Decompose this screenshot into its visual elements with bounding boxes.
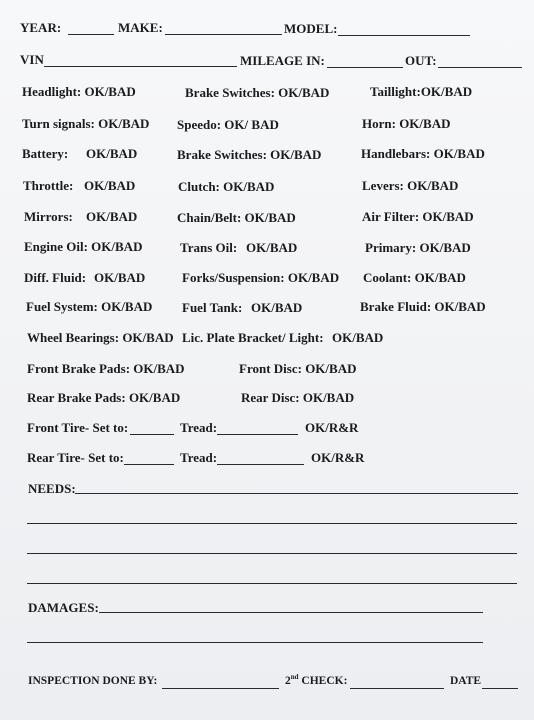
damages-label: DAMAGES: [28, 600, 99, 615]
vin-field[interactable] [44, 66, 237, 67]
mirrors-label: Mirrors: [24, 209, 73, 224]
front-tire-result: OK/R&R [305, 420, 359, 435]
lic-plate-status: OK/BAD [332, 330, 384, 345]
model-label: MODEL: [284, 21, 338, 36]
front-tread-label: Tread: [180, 420, 218, 435]
horn-item: Horn: OK/BAD [362, 116, 451, 131]
brake-fluid-item: Brake Fluid: OK/BAD [360, 299, 486, 314]
battery-label: Battery: [22, 146, 69, 161]
needs-line-1[interactable] [75, 493, 518, 494]
engine-oil-item: Engine Oil: OK/BAD [24, 239, 143, 254]
front-tire-pressure-field[interactable] [130, 434, 174, 435]
rear-tire-pressure-field[interactable] [124, 464, 174, 465]
rear-tire-result: OK/R&R [311, 450, 365, 465]
front-disc-item: Front Disc: OK/BAD [239, 361, 357, 376]
needs-line-3[interactable] [27, 553, 517, 554]
fuel-system-item: Fuel System: OK/BAD [26, 299, 153, 314]
rear-tread-label: Tread: [180, 450, 218, 465]
rear-tire-label: Rear Tire- Set to: [27, 450, 124, 465]
fuel-tank-status: OK/BAD [251, 300, 303, 315]
wheel-bearings-item: Wheel Bearings: OK/BAD [27, 330, 174, 345]
lic-plate-label: Lic. Plate Bracket/ Light: [182, 330, 324, 345]
date-field[interactable] [482, 688, 518, 689]
needs-label: NEEDS: [28, 481, 76, 496]
rear-brake-pads-item: Rear Brake Pads: OK/BAD [27, 390, 181, 405]
mileage-in-field[interactable] [327, 67, 403, 68]
second-check-field[interactable] [350, 688, 444, 689]
mileage-out-field[interactable] [438, 67, 522, 68]
primary-item: Primary: OK/BAD [365, 240, 471, 255]
headlight-item: Headlight: OK/BAD [22, 84, 136, 99]
front-tread-field[interactable] [217, 434, 298, 435]
air-filter-item: Air Filter: OK/BAD [362, 209, 474, 224]
fuel-tank-label: Fuel Tank: [182, 300, 243, 315]
damages-line-1[interactable] [99, 612, 483, 613]
throttle-label: Throttle: [23, 178, 74, 193]
model-field[interactable] [338, 35, 470, 36]
trans-oil-label: Trans Oil: [180, 240, 238, 255]
forks-suspension-item: Forks/Suspension: OK/BAD [182, 270, 340, 285]
trans-oil-status: OK/BAD [246, 240, 298, 255]
year-label: YEAR: [20, 20, 62, 35]
inspection-signature-field[interactable] [162, 688, 279, 689]
diff-fluid-label: Diff. Fluid: [24, 270, 87, 285]
turn-signals-item: Turn signals: OK/BAD [22, 116, 150, 131]
front-brake-pads-item: Front Brake Pads: OK/BAD [27, 361, 185, 376]
mileage-in-label: MILEAGE IN: [240, 53, 325, 68]
mirrors-status: OK/BAD [86, 209, 138, 224]
front-tire-label: Front Tire- Set to: [27, 420, 129, 435]
needs-line-4[interactable] [27, 583, 517, 584]
coolant-item: Coolant: OK/BAD [363, 270, 466, 285]
taillight-item: Taillight:OK/BAD [370, 84, 473, 99]
mileage-out-label: OUT: [405, 53, 437, 68]
make-label: MAKE: [118, 20, 163, 35]
rear-tread-field[interactable] [217, 464, 304, 465]
clutch-item: Clutch: OK/BAD [178, 179, 275, 194]
inspection-label: INSPECTION DONE BY: [28, 675, 158, 687]
battery-status: OK/BAD [86, 146, 138, 161]
vin-label: VIN [20, 52, 44, 67]
throttle-status: OK/BAD [84, 178, 136, 193]
speedo-item: Speedo: OK/ BAD [177, 117, 279, 132]
diff-fluid-status: OK/BAD [94, 270, 146, 285]
brake-switches-2-item: Brake Switches: OK/BAD [177, 147, 322, 162]
date-label: DATE [450, 675, 482, 687]
make-field[interactable] [165, 34, 282, 35]
damages-line-2[interactable] [27, 642, 483, 643]
chain-belt-item: Chain/Belt: OK/BAD [177, 210, 296, 225]
levers-item: Levers: OK/BAD [362, 178, 459, 193]
needs-line-2[interactable] [27, 523, 517, 524]
brake-switches-item: Brake Switches: OK/BAD [185, 85, 330, 100]
year-field[interactable] [68, 34, 114, 35]
handlebars-item: Handlebars: OK/BAD [361, 146, 485, 161]
second-check-label: 2nd CHECK: [285, 673, 348, 687]
rear-disc-item: Rear Disc: OK/BAD [241, 390, 355, 405]
